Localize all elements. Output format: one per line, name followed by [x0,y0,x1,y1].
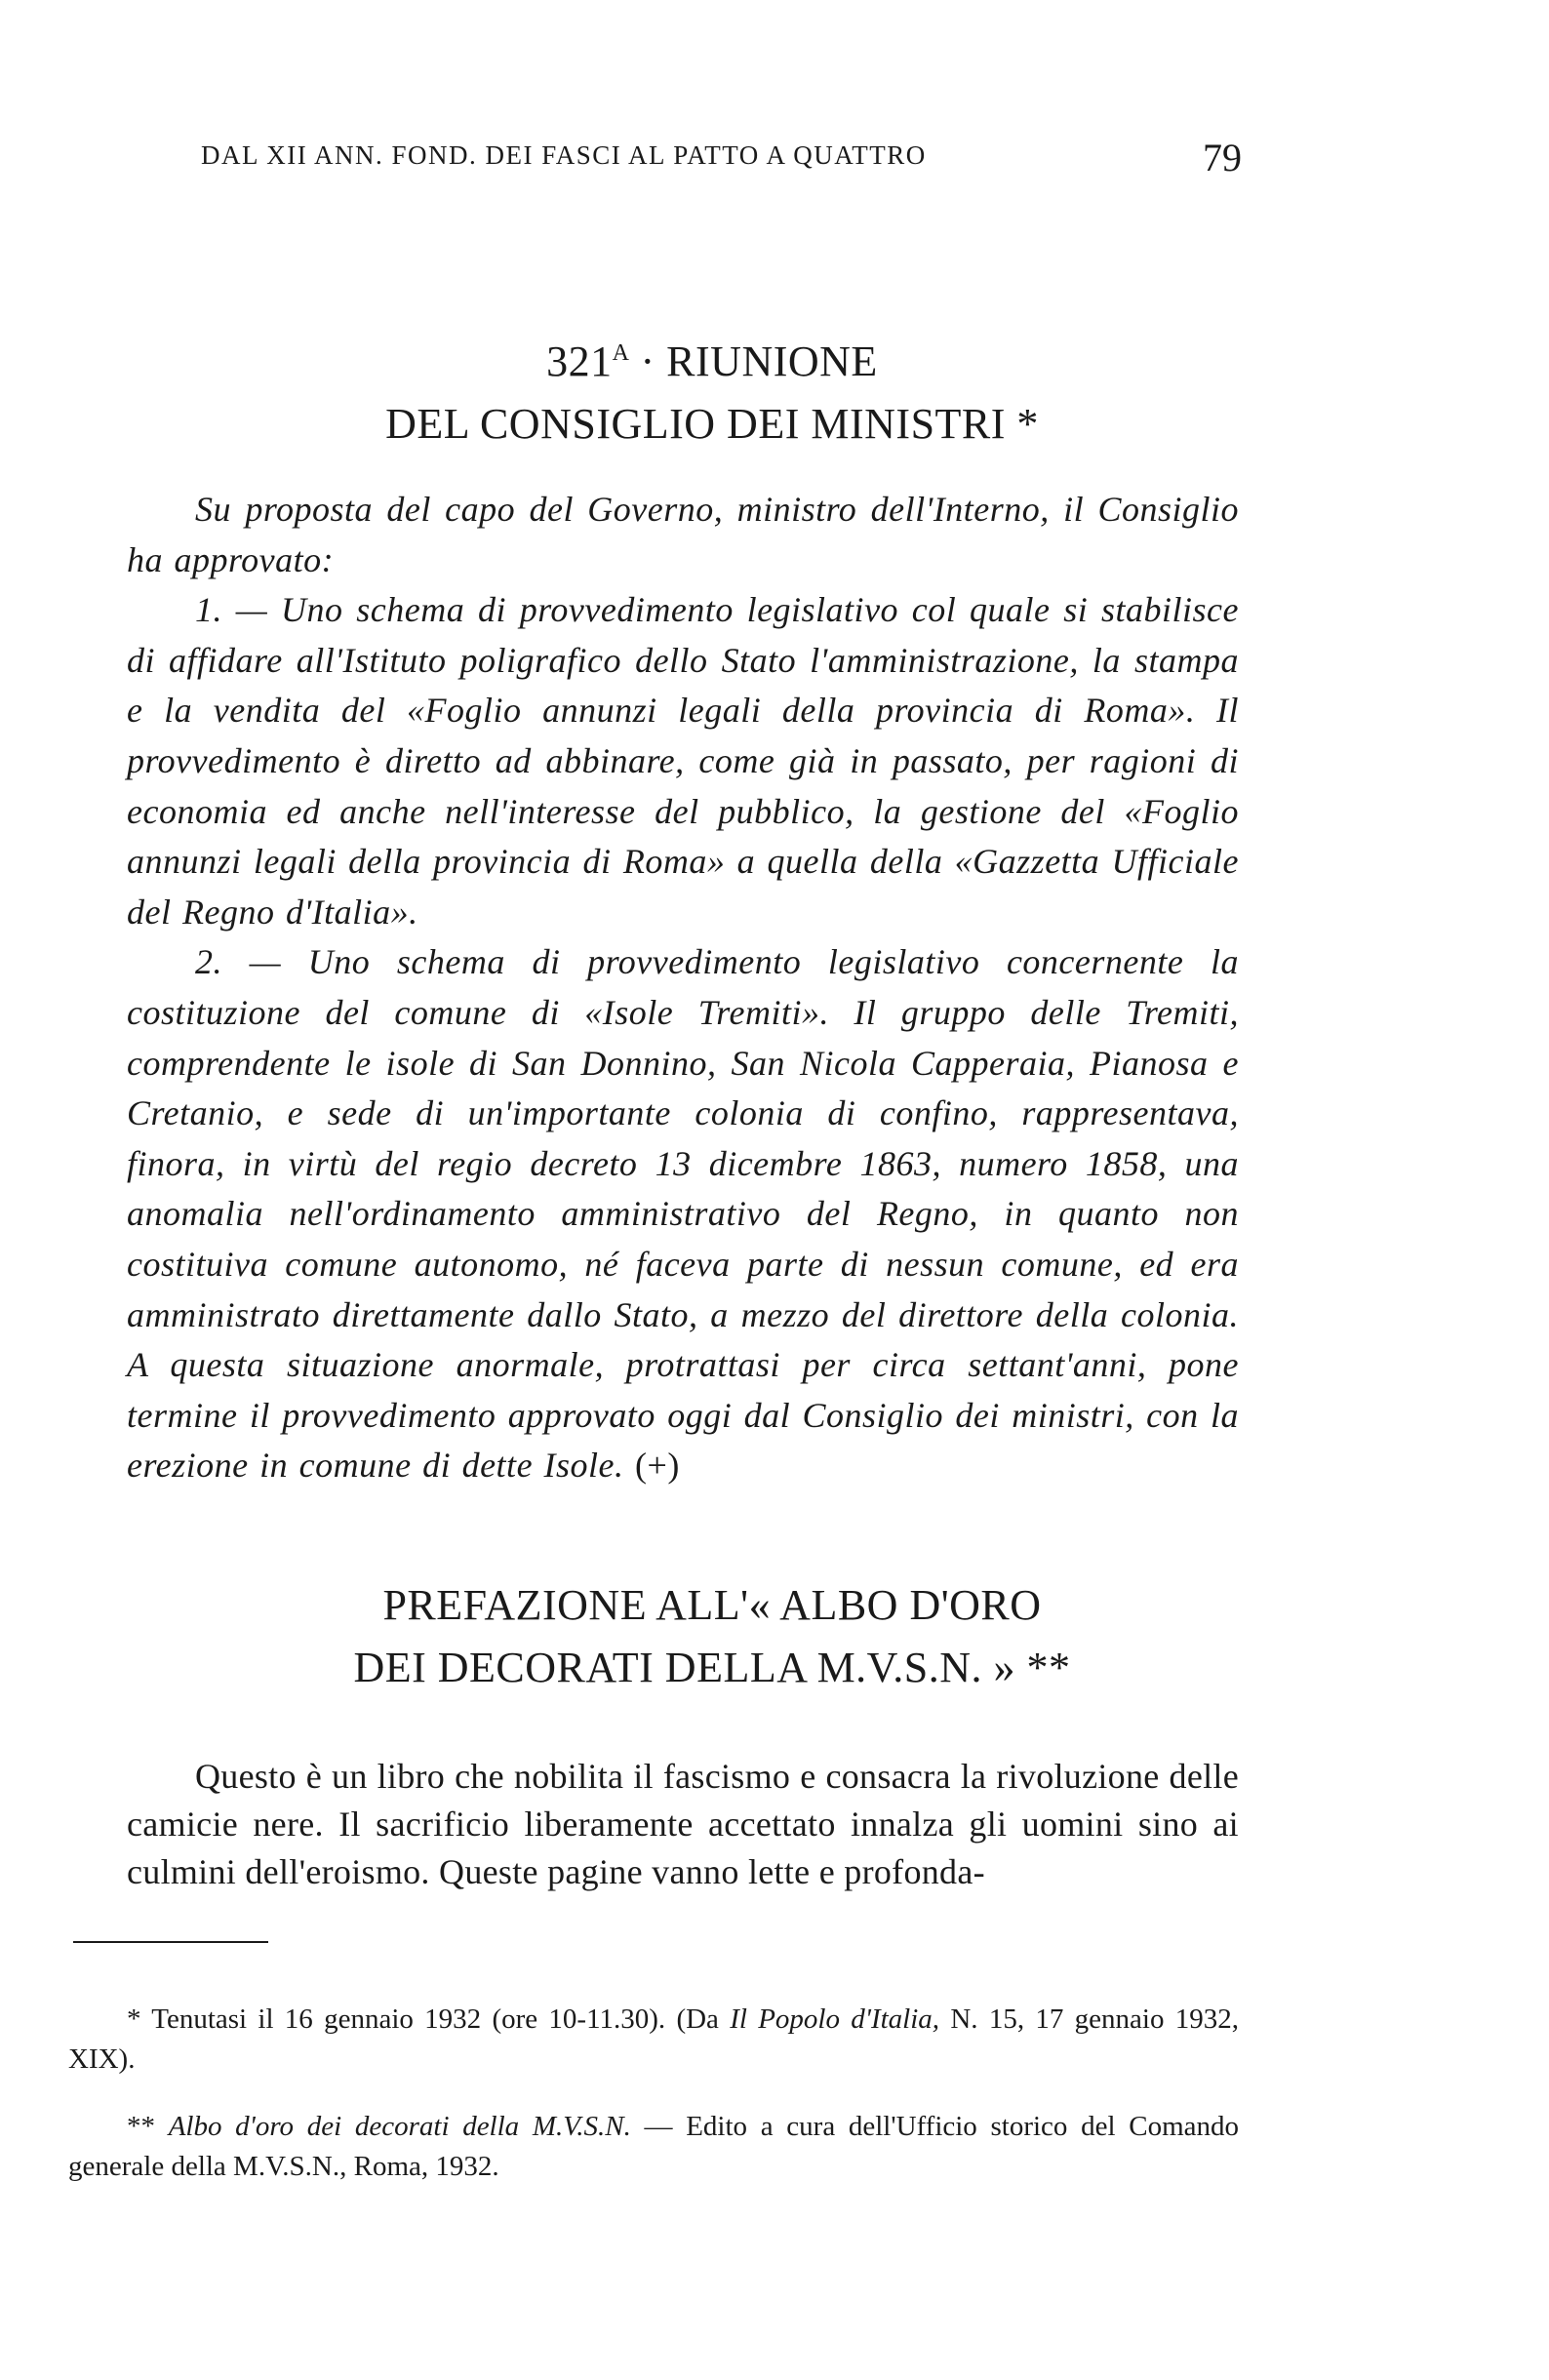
running-head-title: DAL XII ANN. FOND. DEI FASCI AL PATTO A QUATTRO [201,140,927,170]
footnote-mark: ** [127,2111,169,2142]
heading-line: DEL CONSIGLIO DEI MINISTRI * [385,400,1039,448]
section-heading-prefazione [176,1574,1249,1699]
section-heading-riunione [176,322,1249,456]
heading-line [176,322,1249,393]
item-paragraph [127,585,1239,937]
footnote-text: * Tenutasi il 16 gennaio 1932 (ore 10-11.30). (Da [127,2003,731,2035]
footnote-source: Il Popolo d'Italia, [730,2003,940,2035]
intro-paragraph: Su proposta del capo del Governo, ministro dell'Interno, il Consiglio ha approvato: [127,490,1239,579]
item-paragraph [127,937,1239,1491]
footnote-1 [68,2000,1239,2080]
item-text: — Uno schema di provvedimento legislativo concernente la costituzione del comune di «Isole Tremiti». Il gruppo delle Tremiti, comprendente le isole di San Donnino, San Nicola Capperaia, Pianosa e Cretanio, e sede di un'importante colonia di confino, rappresentava, finora, in virtù del regio decreto 13 dicembre 1863, numero 1858, una anomalia nell'ordinamento amministrativo del Regno, in quanto non costituiva comune autonomo, né faceva parte di nessun comune, ed era amministrato direttamente dallo Stato, a mezzo del direttore della colonia. A questa situazione anormale, protrattasi per circa settant'anni, pone termine il provvedimento approvato oggi dal Consiglio dei ministri, con la erezione in comune di dette Isole. [127,942,1239,1486]
footnote-text: N. 15, 17 gennaio 1932, XIX). [68,2003,1239,2075]
item-number: 1. [195,590,222,630]
heading-number: 321 [546,337,613,385]
body-paragraph: Questo è un libro che nobilita il fascismo e consacra la rivoluzione delle camicie nere. Il sacrificio liberamente accettato innalza gli uomini sino ai culmini dell'eroismo. Queste pagine vanno lette e profonda- [127,1757,1239,1891]
item-text: — Uno schema di provvedimento legislativo col quale si stabilisce di affidare all'Istituto poligrafico dello Stato l'amministrazione, la stampa e la vendita del «Foglio annunzi legali della provincia di Roma». Il provvedimento è diretto ad abbinare, come già in passato, per ragioni di economia ed anche nell'interesse del pubblico, la gestione del «Foglio annunzi legali della provincia di Roma» a quella della «Gazzetta Ufficiale del Regno d'Italia». [127,590,1239,932]
heading-ordinal: A [612,340,630,366]
page-number: 79 [1203,136,1242,179]
heading-text: · RIUNIONE [629,337,878,385]
item-number: 2. [195,942,222,982]
footnote-rule [73,1941,268,1943]
item-mark: (+) [635,1446,680,1486]
running-head [201,135,1242,183]
footnote-2 [68,2107,1239,2187]
prefazione-text [127,1753,1239,1896]
heading-line: DEI DECORATI DELLA M.V.S.N. » ** [353,1644,1071,1691]
minutes-text [127,485,1239,1491]
footnote-source: Albo d'oro dei decorati della M.V.S.N. [168,2111,631,2142]
footnote-text: — Edito a cura dell'Ufficio storico del Comando generale della M.V.S.N., Roma, 1932. [68,2111,1239,2182]
heading-line: PREFAZIONE ALL'« ALBO D'ORO [382,1581,1042,1629]
footnotes [68,2000,1239,2187]
